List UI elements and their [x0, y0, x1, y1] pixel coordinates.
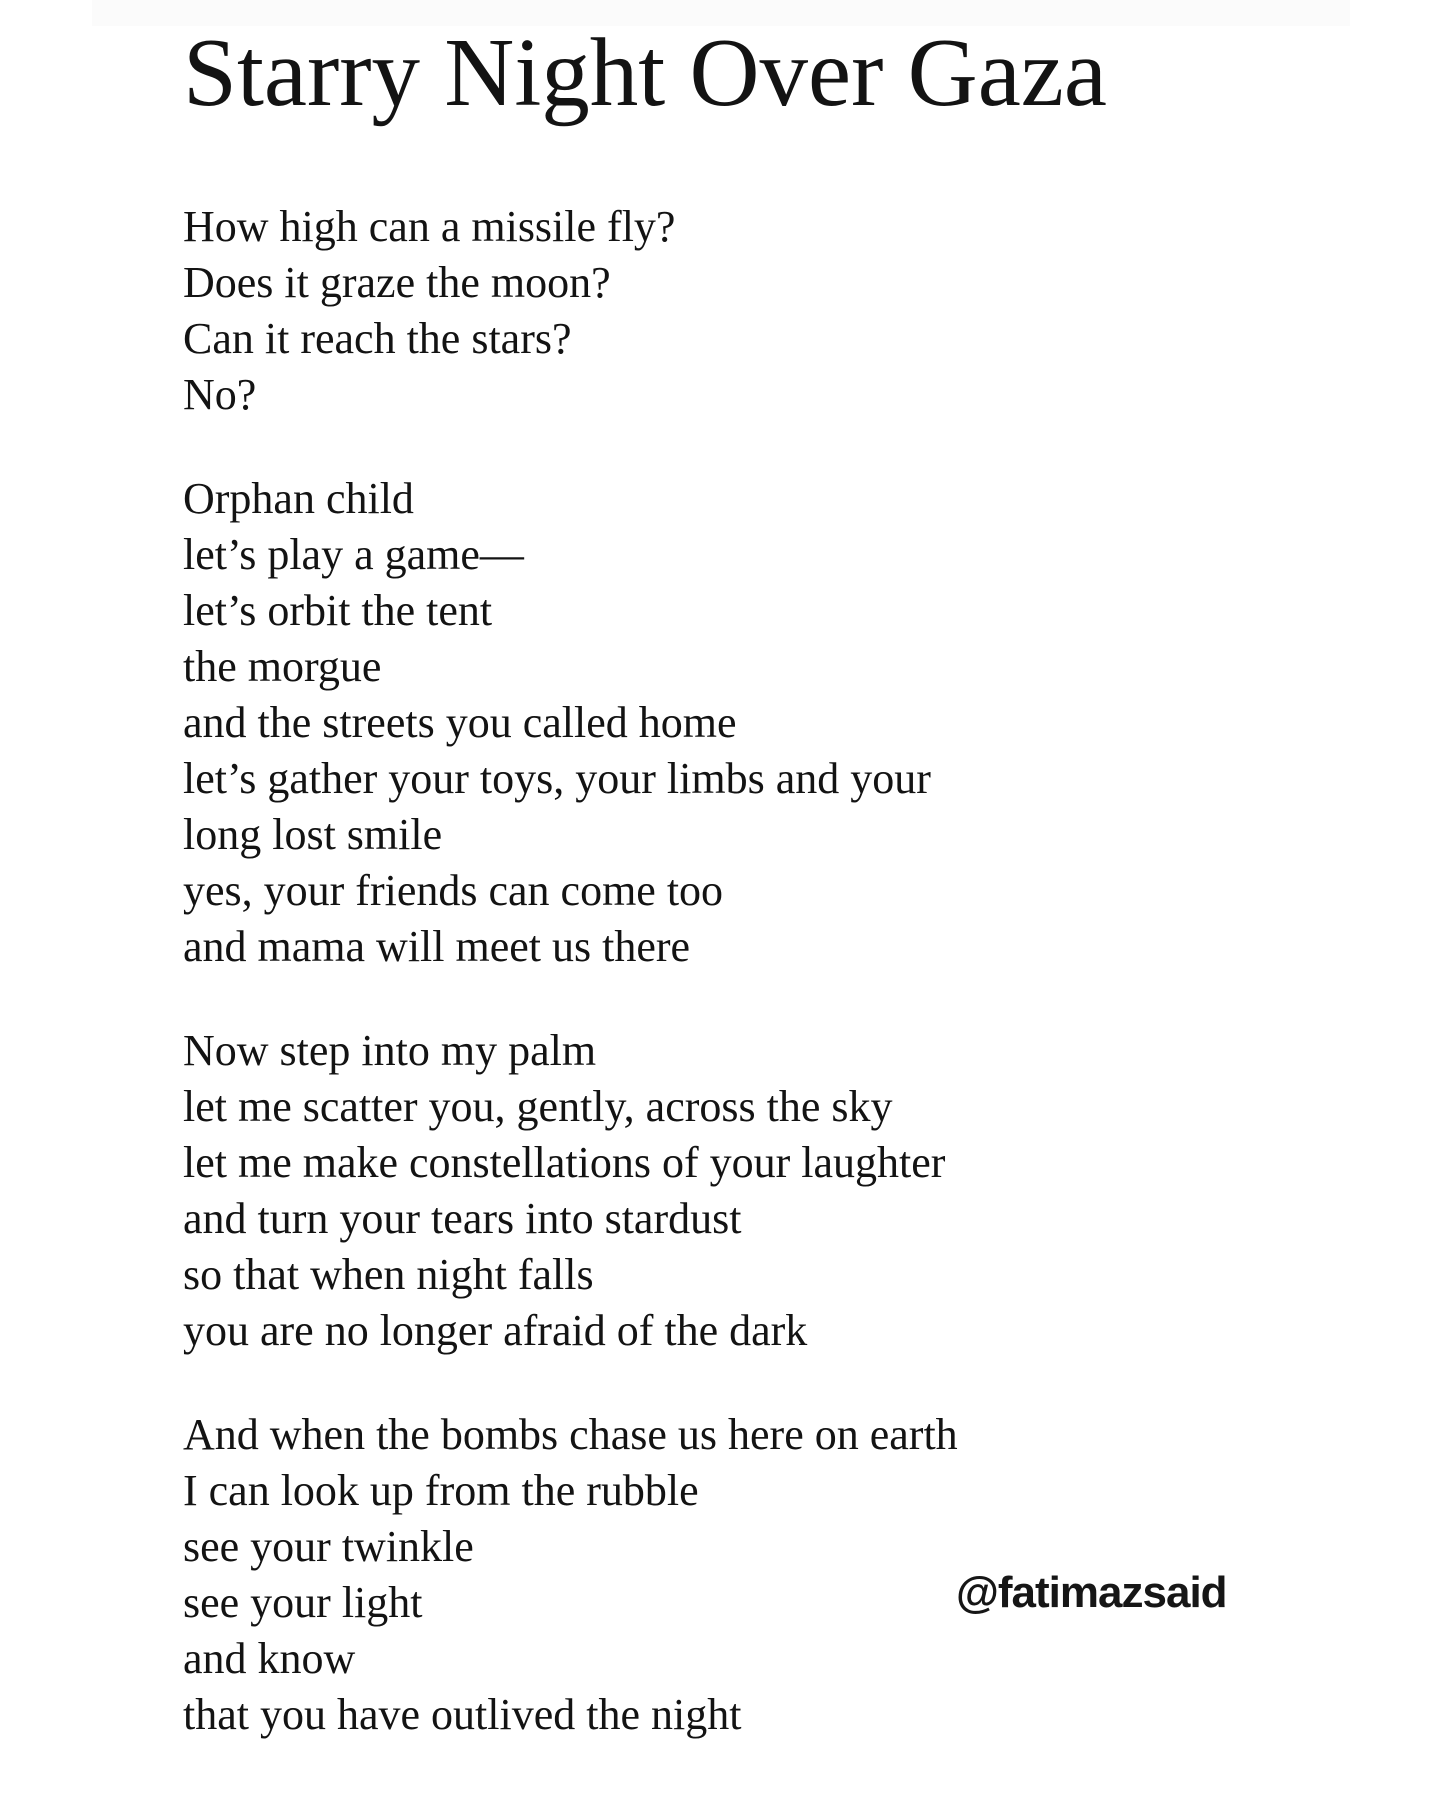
author-handle: @fatimazsaid: [956, 1568, 1227, 1617]
poem-line: Does it graze the moon?: [183, 258, 611, 307]
poem-line: No?: [183, 370, 257, 419]
poem-line: let me make constellations of your laughter: [183, 1138, 946, 1187]
poem-line: so that when night falls: [183, 1250, 594, 1299]
poem-line: I can look up from the rubble: [183, 1466, 699, 1515]
poem-line: let’s gather your toys, your limbs and your: [183, 754, 931, 803]
poem-line: and mama will meet us there: [183, 922, 691, 971]
poem-title: Starry Night Over Gaza: [183, 19, 1107, 126]
poem-line: that you have outlived the night: [183, 1690, 742, 1739]
stanza: [183, 199, 1350, 423]
poem-line: Can it reach the stars?: [183, 314, 572, 363]
poem-line: Orphan child: [183, 474, 414, 523]
poem-line: see your twinkle: [183, 1522, 474, 1571]
poem-line: Now step into my palm: [183, 1026, 597, 1075]
poem-line: and the streets you called home: [183, 698, 737, 747]
poem-line: let me scatter you, gently, across the sky: [183, 1082, 893, 1131]
poem-line: yes, your friends can come too: [183, 866, 724, 915]
poem-line: the morgue: [183, 642, 382, 691]
poem-line: and know: [183, 1634, 356, 1683]
poem-line: let’s play a game—: [183, 530, 524, 579]
poem-line: long lost smile: [183, 810, 443, 859]
poem-body: [183, 199, 1350, 1743]
poem-line: And when the bombs chase us here on earth: [183, 1410, 958, 1459]
poem-line: and turn your tears into stardust: [183, 1194, 742, 1243]
poem-line: you are no longer afraid of the dark: [183, 1306, 808, 1355]
poem-line: let’s orbit the tent: [183, 586, 493, 635]
stanza: [183, 1023, 1350, 1359]
poem-line: How high can a missile fly?: [183, 202, 676, 251]
stanza: [183, 471, 1350, 975]
poem-line: see your light: [183, 1578, 423, 1627]
